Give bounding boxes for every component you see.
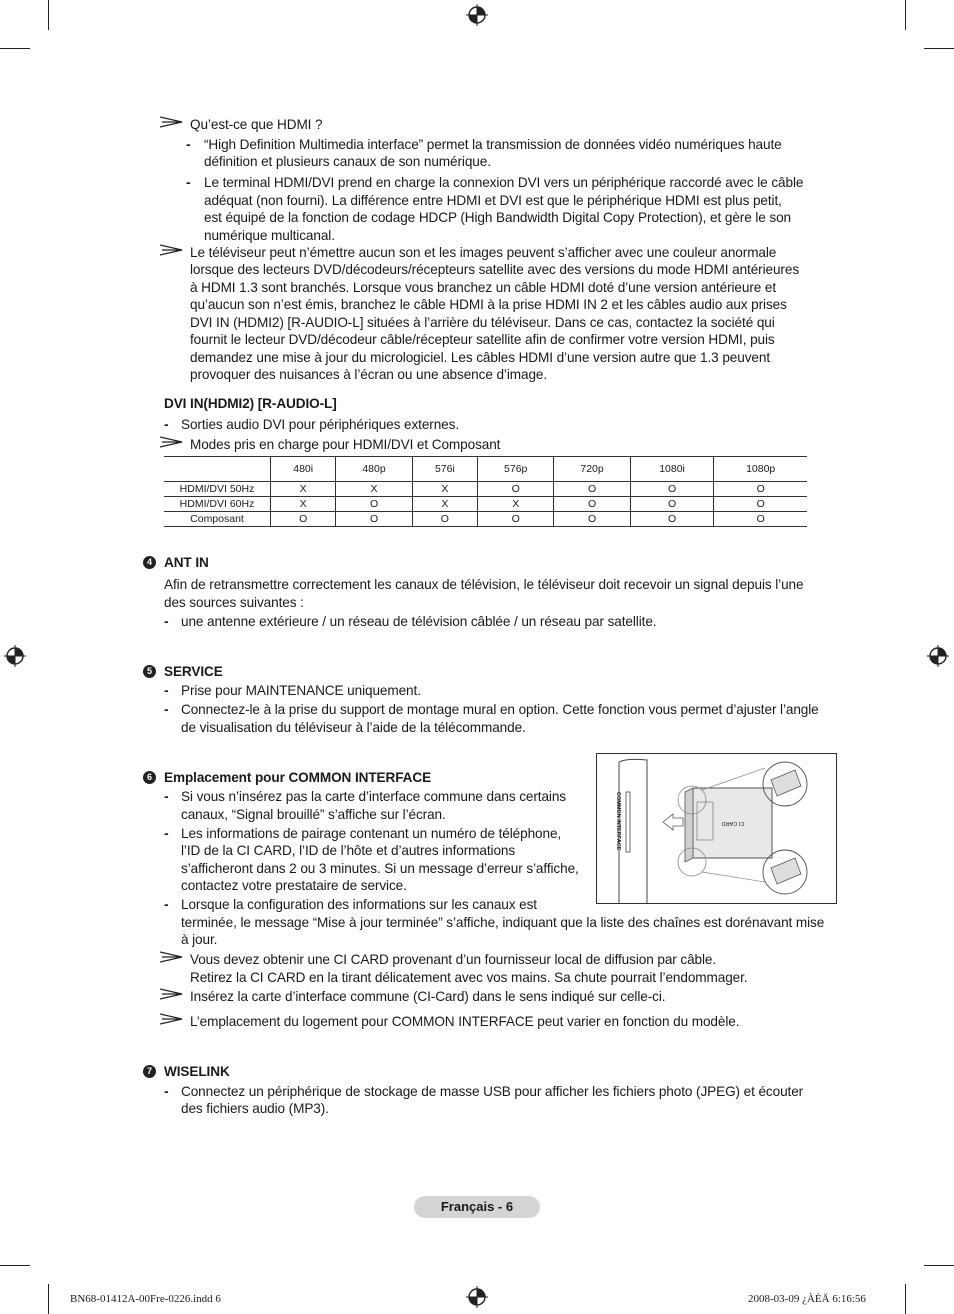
ci-bullet-line: Les informations de pairage contenant un numéro de téléphone, [181,826,562,841]
print-slug-filename: BN68-01412A-00Fre-0226.indd 6 [70,1293,221,1305]
ci-bullet-line: l’ID de la CI CARD, l’ID de l’hôte et d’autres informations [181,843,516,858]
ci-note-line: Retirez la CI CARD en la tirant délicatement avec vos mains. Sa chute pourrait l’endommager. [190,970,748,985]
table-cell: O [714,512,807,527]
crop-mark [48,1284,49,1314]
dvi-section-title: DVI IN(HDMI2) [R-AUDIO-L] [164,396,337,411]
ci-bullet-line: Lorsque la configuration des informations sur les canaux est [181,897,537,912]
hdmi-bullet-2-line: numérique multicanal. [204,228,335,243]
table-cell: HDMI/DVI 60Hz [164,497,271,512]
modes-note: Modes pris en charge pour HDMI/DVI et Composant [190,437,501,452]
slot-label: COMMON INTERFACE [615,792,621,851]
hdmi-bullet-2-line: adéquat (non fourni). La différence entre HDMI et DVI est que le périphérique HDMI est plus petit, [204,193,782,208]
ant-section-title: ANT IN [164,555,209,570]
bullet-dash: - [186,174,191,190]
table-cell: X [271,497,336,512]
ant-bullet: une antenne extérieure / un réseau de télévision câblée / un réseau par satellite. [181,614,657,629]
supported-modes-table [164,456,807,527]
crop-mark [48,0,49,30]
ci-bullet-line: terminée, le message “Mise à jour terminée” s’affiche, indiquant que la liste des chaînes est dorénavant mise [181,915,825,930]
hdmi-note-line: Le téléviseur peut n’émettre aucun son et les images peuvent s’afficher avec une couleur anormale [190,245,777,260]
table-header-cell: 1080p [714,457,807,482]
table-header-cell: 480p [336,457,412,482]
hdmi-question-title: Qu’est-ce que HDMI ? [190,117,323,132]
bullet-dash: - [164,682,169,698]
crop-mark [924,48,954,49]
bullet-dash: - [164,825,169,841]
table-cell: O [714,482,807,497]
table-cell: O [478,482,554,497]
bullet-dash: - [164,896,169,912]
table-cell: O [630,482,714,497]
ci-card-illustration [596,753,837,904]
table-cell: O [630,512,714,527]
wiselink-bullet-line: des fichiers audio (MP3). [181,1101,329,1116]
table-cell: X [336,482,412,497]
section-number-badge: 7 [143,1065,156,1078]
crop-mark [924,1265,954,1266]
table-cell: O [630,497,714,512]
table-cell: O [554,512,630,527]
table-cell: X [478,497,554,512]
table-cell: O [478,512,554,527]
bullet-dash: - [164,1083,169,1099]
hdmi-note-line: DVI IN (HDMI2) [R-AUDIO-L] situées à l’arrière du téléviseur. Dans ce cas, contactez la société qui [190,315,775,330]
hdmi-note-line: lorsque des lecteurs DVD/décodeurs/récepteurs satellite avec des versions du mode HDMI antérieures [190,262,800,277]
registration-mark-icon [927,645,949,667]
note-arrow-icon [160,116,184,128]
hdmi-bullet-1-line: “High Definition Multimedia interface” permet la transmission de données vidéo numériques haute [204,137,782,152]
note-arrow-icon [160,244,184,256]
ci-note: Insérez la carte d’interface commune (CI-Card) dans le sens indiqué sur celle-ci. [190,989,666,1004]
note-arrow-icon [160,1013,184,1025]
registration-mark-icon [466,1286,488,1308]
table-cell: X [412,482,477,497]
table-cell: O [554,482,630,497]
dvi-bullet: Sorties audio DVI pour périphériques externes. [181,417,460,432]
registration-mark-icon [466,4,488,26]
hdmi-bullet-2-line: Le terminal HDMI/DVI prend en charge la connexion DVI vers un périphérique raccordé avec le câble [204,175,804,190]
table-header-cell: 720p [554,457,630,482]
wiselink-section-title: WISELINK [164,1064,230,1079]
service-bullet-line: de visualisation du téléviseur à l’aide de la télécommande. [181,720,526,735]
ci-bullet-line: s’afficheront dans 2 ou 3 minutes. Si un message d’erreur s’affiche, [181,861,579,876]
ant-paragraph-line: Afin de retransmettre correctement les canaux de télévision, le téléviseur doit recevoir un signal depuis l’une [164,577,804,592]
crop-mark [905,0,906,30]
hdmi-note-line: qu’aucun son n’est émis, branchez le câble HDMI à la prise HDMI IN 2 et les câbles audio aux prises [190,297,787,312]
bullet-dash: - [186,136,191,152]
page-number-label: Français - 6 [414,1196,540,1218]
note-arrow-icon [160,988,184,1000]
hdmi-bullet-1-line: définition et plusieurs canaux de son numérique. [204,154,491,169]
table-cell: X [412,497,477,512]
ci-section-title: Emplacement pour COMMON INTERFACE [164,770,432,785]
table-header-cell: 576i [412,457,477,482]
service-bullet-line: Connectez-le à la prise du support de montage mural en option. Cette fonction vous permet d’ajuster l’angle [181,702,819,717]
table-cell: O [336,512,412,527]
table-cell: O [412,512,477,527]
table-cell: Composant [164,512,271,527]
ci-note: L’emplacement du logement pour COMMON INTERFACE peut varier en fonction du modèle. [190,1014,740,1029]
card-label: CI CARD [721,820,745,826]
table-header-cell: 1080i [630,457,714,482]
ci-bullet-line: canaux, “Signal brouillé” s’affiche sur l’écran. [181,807,446,822]
bullet-dash: - [164,788,169,804]
ci-bullet-line: contactez votre prestataire de service. [181,878,407,893]
ci-bullet-line: Si vous n’insérez pas la carte d’interface commune dans certains [181,789,566,804]
table-cell: X [271,482,336,497]
hdmi-note-line: à HDMI 1.3 sont branchés. Lorsque vous branchez un câble HDMI doté d’une version antérieure et [190,280,777,295]
section-number-badge: 4 [143,556,156,569]
service-bullet: Prise pour MAINTENANCE uniquement. [181,683,421,698]
ci-bullet-line: à jour. [181,932,218,947]
wiselink-bullet-line: Connectez un périphérique de stockage de masse USB pour afficher les fichiers photo (JPEG) et écouter [181,1084,804,1099]
hdmi-note-line: demandez une mise à jour du micrologiciel. Les câbles HDMI d’une version autre que 1.3 peuvent [190,350,770,365]
ant-paragraph-line: des sources suivantes : [164,595,304,610]
table-cell: O [714,497,807,512]
bullet-dash: - [164,416,169,432]
registration-mark-icon [4,645,26,667]
crop-mark [0,1265,30,1266]
section-number-badge: 5 [143,665,156,678]
bullet-dash: - [164,613,169,629]
table-header-cell [164,457,271,482]
table-row [164,512,807,527]
table-cell: HDMI/DVI 50Hz [164,482,271,497]
table-row [164,497,807,512]
table-cell: O [271,512,336,527]
print-slug-timestamp: 2008-03-09 ¿ÀÈÄ 6:16:56 [748,1293,866,1305]
ci-note-line: Vous devez obtenir une CI CARD provenant d’un fournisseur local de diffusion par câble. [190,952,717,967]
crop-mark [0,48,30,49]
hdmi-bullet-2-line: est équipé de la fonction de codage HDCP (High Bandwidth Digital Copy Protection), et gère le son [204,210,792,225]
table-header-cell: 480i [271,457,336,482]
service-section-title: SERVICE [164,664,223,679]
note-arrow-icon [160,436,184,448]
note-arrow-icon [160,951,184,963]
hdmi-note-line: fournit le lecteur DVD/décodeur câble/récepteur satellite afin de confirmer votre version HDMI, puis [190,332,775,347]
table-header-row [164,457,807,482]
table-cell: O [554,497,630,512]
table-cell: O [336,497,412,512]
ci-card-drawing [597,754,836,903]
table-row [164,482,807,497]
section-number-badge: 6 [143,771,156,784]
table-header-cell: 576p [478,457,554,482]
crop-mark [905,1284,906,1314]
hdmi-note-line: provoquer des nuisances à l’écran ou une absence d’image. [190,367,548,382]
bullet-dash: - [164,701,169,717]
